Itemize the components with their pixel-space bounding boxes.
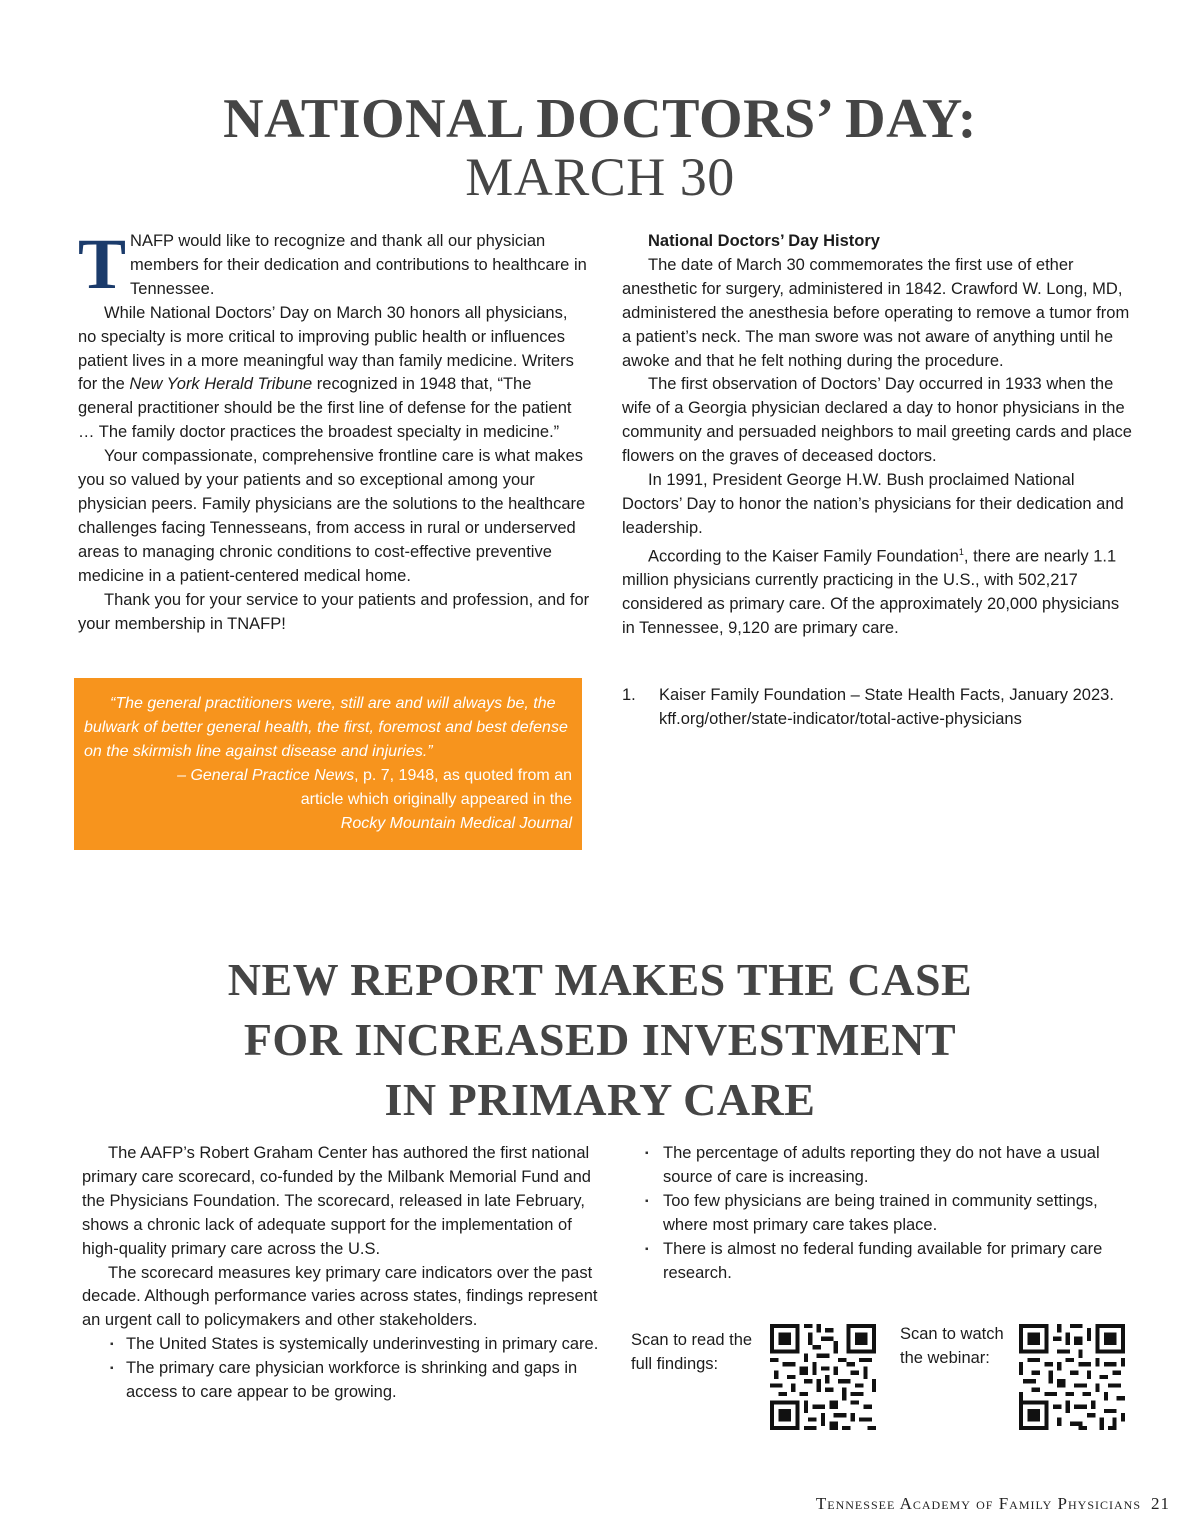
footnote-number: 1. [622,686,636,704]
footnote-link[interactable]: kff.org/other/state-indicator/total-active-physicians [659,709,1022,728]
paragraph-2 [78,302,590,445]
newspaper-title: New York Herald Tribune [129,375,313,394]
article1-left-column [78,224,590,636]
article2-title-line1: NEW REPORT MAKES THE CASE [227,954,973,1005]
drop-cap: T [78,224,127,304]
footer-organization: Tennessee Academy of Family Physicians [815,1494,1141,1513]
history-paragraph-2: The first observation of Doctors’ Day occurred in 1933 when the wife of a Georgia physician declared a day to honor physicians in the community and persuaded neighbors to mail greeting cards and place flowers on the graves of deceased doctors. [622,375,1132,466]
intro-paragraph [78,224,590,304]
footnote-line1: Kaiser Family Foundation – State Health Facts, January 2023. [659,686,1114,704]
paragraph-4: Thank you for your service to your patients and profession, and for your membership in TNAFP! [78,590,590,633]
attribution-details: , p. 7, 1948, as quoted from an [354,767,572,784]
bullet-item: ▪ Too few physicians are being trained in community settings, where most primary care takes place. [622,1190,1138,1238]
history-paragraph-1: The date of March 30 commemorates the first use of ether anesthetic for surgery, administered in 1842. Crawford W. Long, MD, administered the anesthesia before operating to remove a tumor from a patient’s neck. The man swore was not aware of anything until he awoke and that he felt nothing during the procedure. [622,255,1130,370]
article1-title-line2: MARCH 30 [465,147,735,207]
article1-title-line1: NATIONAL DOCTORS’ DAY: [223,88,977,150]
footnote-ref: 1 [958,546,964,557]
history-paragraph-4-b: , there are nearly 1.1 million physicians currently practicing in the U.S., with 502,217 considered as primary care. Of the approximately 20,000 physicians in Tennessee, 9,120 are primary care. [622,547,1120,637]
scan-webinar-line2: the webinar: [900,1349,990,1367]
webinar-qr-code-icon[interactable] [1019,1324,1125,1430]
article2-right-column [622,1142,1138,1285]
article2-left-column [82,1142,604,1405]
scan-findings-label [631,1328,752,1376]
page-footer [816,1494,1170,1514]
report-bullets-right [622,1142,1138,1285]
intro-text: NAFP would like to recognize and thank all our physician members for their dedication and contributions to healthcare in Tennessee. [130,232,587,298]
article2-title-line2: FOR INCREASED INVESTMENT [243,1014,957,1065]
pull-quote-text: “The general practitioners were, still are and will always be, the bulwark of better general health, the first, foremost and best defense on the skirmish line against disease and injuries.” [84,695,568,760]
article2-title [0,950,1200,1130]
bullet-item: ▪ The primary care physician workforce is shrinking and gaps in access to care appear to be growing. [82,1357,604,1405]
scan-findings-line2: full findings: [631,1355,719,1373]
scan-findings-line1: Scan to read the [631,1331,753,1349]
history-paragraph-4-a: According to the Kaiser Family Foundation [648,547,959,566]
report-bullets-left [82,1333,604,1405]
bullet-item: ▪ There is almost no federal funding available for primary care research. [622,1238,1138,1286]
history-paragraph-3: In 1991, President George H.W. Bush proclaimed National Doctors’ Day to honor the nation’s physicians for their dedication and leadership. [622,471,1124,537]
paragraph-2-a: While National Doctors’ Day on March 30 honors all physicians, no specialty is more critical to improving public health or influences patient lives in a more meaningful way than family medicine. Writers for the [78,303,574,394]
bullet-item: ▪ The percentage of adults reporting they do not have a usual source of care is increasing. [622,1142,1138,1190]
attribution-journal: Rocky Mountain Medical Journal [340,815,572,832]
history-heading: National Doctors’ Day History [648,232,880,250]
paragraph-3: Your compassionate, comprehensive frontline care is what makes you so valued by your patients and so exceptional among your physician peers. Family physicians are the solutions to the healthcare challenges facing Tennesseans, from access in rural or underserved areas to managing chronic conditions to cost-effective preventive medicine in a patient-centered medical home. [78,447,586,585]
paragraph-2-b: recognized in 1948 that, “The general practitioner should be the first line of defense for the patient … The family doctor practices the broadest specialty in medicine.” [78,375,572,442]
page-number: 21 [1151,1494,1170,1513]
findings-qr-code-icon[interactable] [770,1324,876,1430]
bullet-item: ▪ The United States is systemically underinvesting in primary care. [82,1333,604,1357]
scan-webinar-label [900,1322,1004,1370]
attribution-line2: article which originally appeared in the [300,791,572,808]
report-paragraph-1: The AAFP’s Robert Graham Center has authored the first national primary care scorecard, co-funded by the Milbank Memorial Fund and the Physicians Foundation. The scorecard, released in late February, shows a chronic lack of adequate support for the implementation of high-quality primary care across the U.S. [82,1144,591,1258]
attribution-source: – General Practice News [177,767,355,784]
pull-quote-box [74,678,582,850]
scan-webinar-line1: Scan to watch [900,1325,1004,1343]
history-paragraph-4 [622,541,1136,641]
footnote [622,684,1142,732]
pull-quote-attribution [84,764,572,788]
article2-title-line3: IN PRIMARY CARE [384,1074,816,1125]
report-paragraph-2: The scorecard measures key primary care indicators over the past decade. Although performance varies across states, findings represent an urgent call to policymakers and other stakeholders. [82,1263,598,1330]
article1-right-column [622,230,1136,641]
article1-title [0,90,1200,206]
